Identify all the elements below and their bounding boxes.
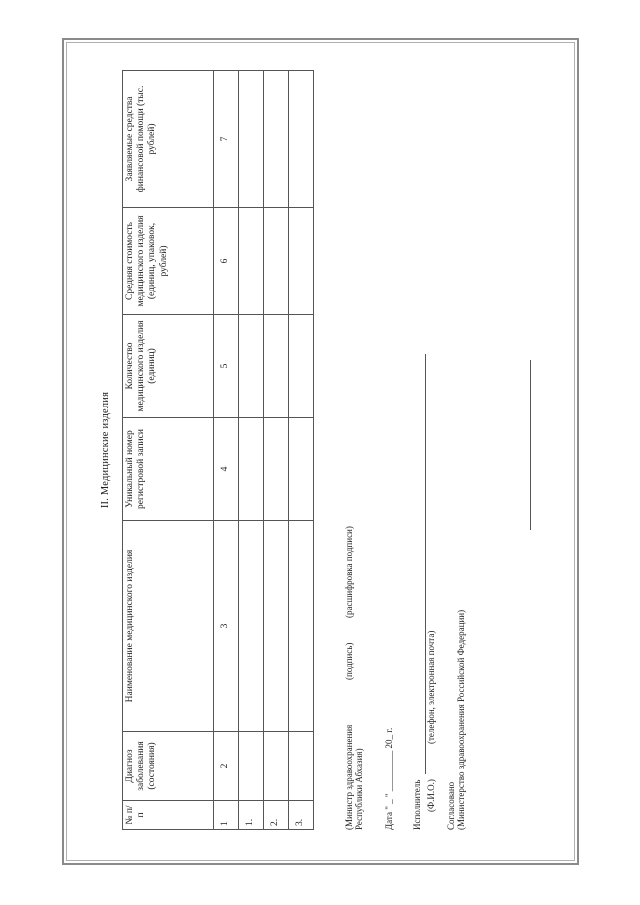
decode-caption: (расшифровка подписи) (344, 526, 354, 618)
table-column-numbers-row (214, 71, 239, 830)
medical-items-table (122, 70, 314, 830)
minister-block (344, 725, 365, 830)
table-cell: 5 (214, 315, 239, 418)
table-row (239, 71, 264, 830)
table-cell (264, 418, 289, 521)
table-cell: 3 (214, 521, 239, 732)
table-cell: 3. (289, 801, 314, 830)
table-cell (289, 208, 314, 315)
table-cell (239, 732, 264, 801)
header-requested-funds: Заявляемые средства финансовой помощи (тыс. рублей) (123, 71, 214, 208)
table-cell (264, 71, 289, 208)
table-row (264, 71, 289, 830)
date-line: Дата " _ " _________ 20_ г. (384, 727, 394, 830)
minister-title-line2: Республики Абхазия) (354, 748, 365, 830)
executor-label: Исполнитель (412, 779, 422, 830)
table-cell (264, 521, 289, 732)
header-average-cost: Средняя стоимость медицинского изделия (единиц, упаковок, рублей) (123, 208, 214, 315)
table-cell: 4 (214, 418, 239, 521)
table-cell (289, 71, 314, 208)
agreed-label: Согласовано (446, 781, 456, 830)
table-cell: 1. (239, 801, 264, 830)
table-cell: 1 (214, 801, 239, 830)
contacts-caption: (телефон, электронная почта) (426, 630, 436, 744)
header-quantity: Количество медицинского изделия (единиц) (123, 315, 214, 418)
table-cell: 2 (214, 732, 239, 801)
table-cell (264, 208, 289, 315)
agreed-organization: (Министерство здравоохранения Российской Федерации) (456, 609, 467, 830)
table-cell (239, 71, 264, 208)
header-item-name: Наименование медицинского изделия (123, 521, 214, 732)
table-cell (289, 418, 314, 521)
table-cell: 7 (214, 71, 239, 208)
rotated-sheet (100, 70, 490, 830)
minister-title-line1: (Министр здравоохранения (344, 724, 354, 830)
table-cell: 2. (264, 801, 289, 830)
table-cell (239, 315, 264, 418)
section-title: II. Медицинские изделия (100, 391, 111, 509)
table-cell (289, 521, 314, 732)
table-row (289, 71, 314, 830)
table-cell (239, 208, 264, 315)
signature-caption: (подпись) (344, 642, 354, 680)
header-diagnosis: Диагноз заболевания (состояния) (123, 732, 214, 801)
fio-caption: (Ф.И.О.) (426, 779, 436, 812)
table-cell (289, 315, 314, 418)
header-number: № п/п (123, 801, 214, 830)
header-registry-number: Уникальный номер регистровой записи (123, 418, 214, 521)
table-cell (264, 315, 289, 418)
approval-signature-line (530, 360, 531, 530)
table-cell (264, 732, 289, 801)
table-header-row (123, 71, 214, 830)
table-cell: 6 (214, 208, 239, 315)
table-cell (289, 732, 314, 801)
agreed-block (446, 610, 467, 830)
table-cell (239, 418, 264, 521)
table-cell (239, 521, 264, 732)
